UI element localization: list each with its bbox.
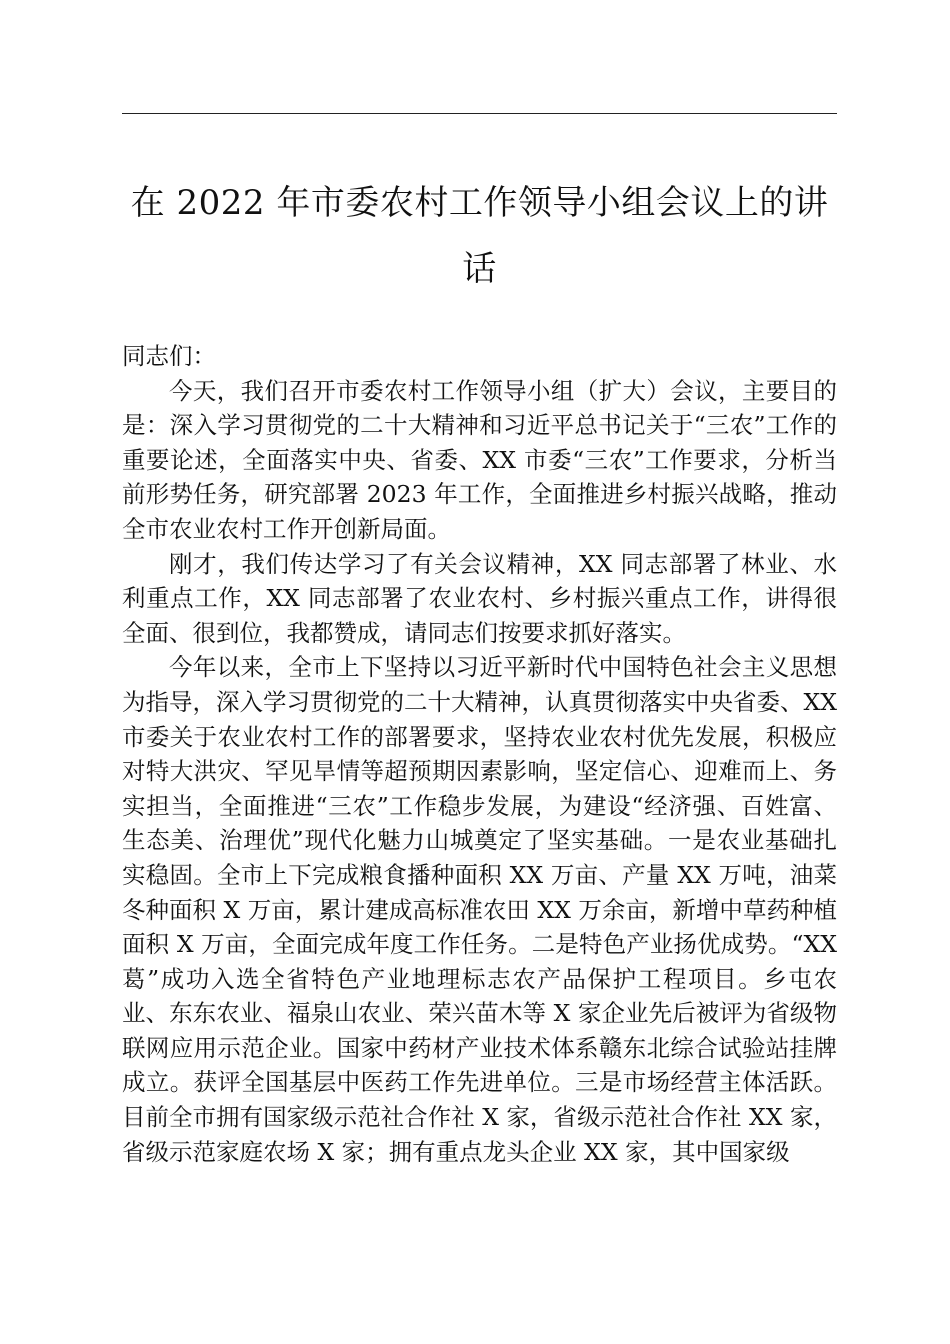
salutation: 同志们： xyxy=(122,342,216,370)
paragraph-review: 刚才，我们传达学习了有关会议精神，XX 同志部署了林业、水利重点工作，XX 同志部署了农业农村、乡村振兴重点工作，讲得很全面、很到位，我都赞成，请同志们按要求抓好落实。 xyxy=(122,549,837,647)
header-rule xyxy=(122,113,837,114)
document-title: 在 2022 年市委农村工作领导小组会议上的讲话 xyxy=(130,183,829,289)
document-body xyxy=(122,339,837,1169)
paragraph-achievements: 今年以来，全市上下坚持以习近平新时代中国特色社会主义思想为指导，深入学习贯彻党的二十大精神，认真贯彻落实中央省委、XX 市委关于农业农村工作的部署要求，坚持农业农村优先发展，积极应对特大洪灾、罕见旱情等超预期因素影响，坚定信心、迎难而上、务实担当，全面推进“三农”工作稳步发展，为建设“经济强、百姓富、生态美、治理优”现代化魅力山城奠定了坚实基础。一是农业基础扎实稳固。全市上下完成粮食播种面积 XX 万亩、产量 XX 万吨，油菜冬种面积 X 万亩，累计建成高标准农田 XX 万余亩，新增中草药种植面积 X 万亩，全面完成年度工作任务。二是特色产业扬优成势。“XX 葛”成功入选全省特色产业地理标志农产品保护工程项目。乡屯农业、东东农业、福泉山农业、荣兴苗木等 X 家企业先后被评为省级物联网应用示范企业。国家中药材产业技术体系赣东北综合试验站挂牌成立。获评全国基层中医药工作先进单位。三是市场经营主体活跃。目前全市拥有国家级示范社合作社 X 家，省级示范社合作社 XX 家，省级示范家庭农场 X 家；拥有重点龙头企业 XX 家，其中国家级 xyxy=(122,653,837,1166)
paragraph-opening: 今天，我们召开市委农村工作领导小组（扩大）会议，主要目的是：深入学习贯彻党的二十大精神和习近平总书记关于“三农”工作的重要论述，全面落实中央、省委、XX 市委“三农”工作要求，分析当前形势任务，研究部署 2023 年工作，全面推进乡村振兴战略，推动全市农业农村工作开创新局面。 xyxy=(122,376,837,543)
